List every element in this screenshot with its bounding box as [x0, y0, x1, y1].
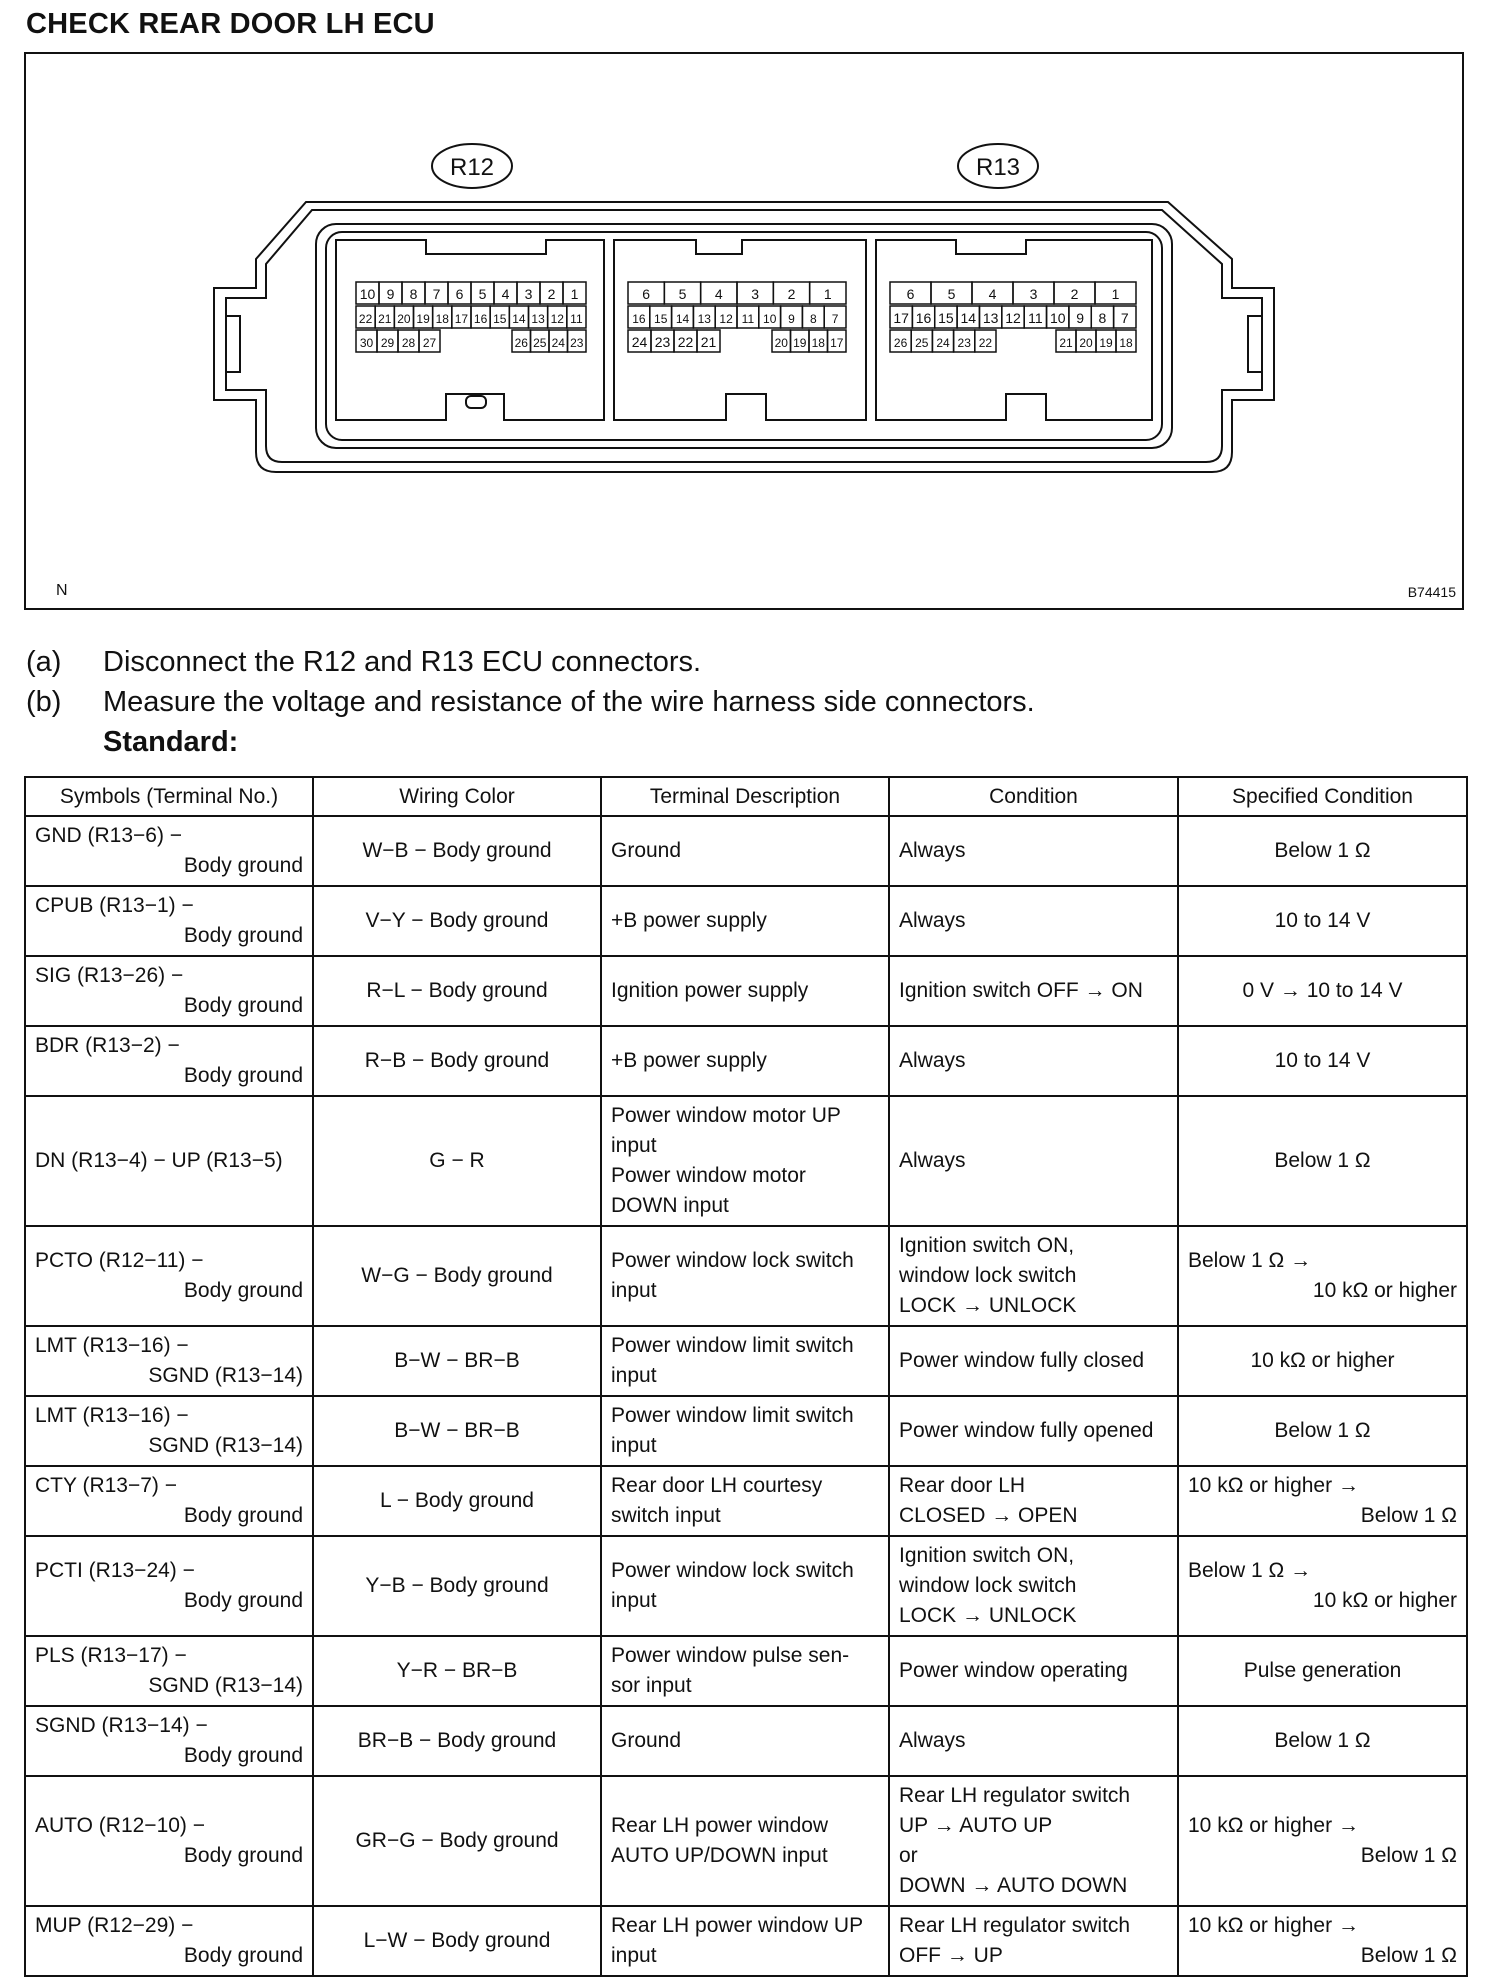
- condition-line: Power window fully closed: [899, 1349, 1145, 1372]
- terminal-pin-number: 1: [570, 286, 579, 302]
- terminal-pin-number: 26: [514, 336, 528, 350]
- cell-symbols: [25, 1026, 313, 1096]
- condition-line: LOCK → UNLOCK: [899, 1604, 1077, 1627]
- symbol-terminal: MUP (R12−29) −: [35, 1914, 194, 1937]
- terminal-pin-number: 1: [1111, 286, 1120, 302]
- terminal-pin-number: 17: [893, 310, 909, 326]
- terminal-pin-number: 19: [793, 336, 807, 350]
- condition-line: window lock switch: [899, 1574, 1077, 1597]
- terminal-pin-number: 24: [551, 336, 565, 350]
- header-specified-condition: Specified Condition: [1178, 777, 1467, 816]
- cell-wiring-color: W−B − Body ground: [313, 816, 601, 886]
- symbol-ground: SGND (R13−14): [148, 1364, 303, 1387]
- terminal-pin-number: 16: [473, 312, 488, 326]
- terminal-pin-number: 3: [524, 286, 533, 302]
- condition-line: Ignition switch OFF → ON: [899, 979, 1143, 1002]
- terminal-pin-number: 21: [700, 334, 717, 350]
- table-row: [25, 956, 1467, 1026]
- r13-label: R13: [975, 154, 1021, 181]
- cell-condition: [889, 1636, 1178, 1706]
- spec-from: Below 1 Ω →: [1188, 1249, 1312, 1272]
- terminal-pin-number: 25: [915, 336, 929, 350]
- terminal-pin-number: 2: [1070, 286, 1079, 302]
- cell-symbols: [25, 816, 313, 886]
- spec-table: [24, 776, 1468, 1977]
- terminal-pin-number: 11: [741, 312, 755, 326]
- description-line: DOWN input: [611, 1194, 729, 1217]
- cell-symbols: [25, 1636, 313, 1706]
- condition-line: Always: [899, 1729, 966, 1752]
- step-label: (b): [26, 686, 62, 718]
- cell-terminal-description: [601, 1906, 889, 1976]
- condition-line: DOWN → AUTO DOWN: [899, 1874, 1128, 1897]
- terminal-pin-number: 14: [512, 312, 526, 326]
- cell-condition: [889, 956, 1178, 1026]
- description-line: Power window motor UP: [611, 1104, 841, 1127]
- cell-terminal-description: [601, 1466, 889, 1536]
- cell-specified-condition: [1178, 1466, 1467, 1536]
- cell-wiring-color: BR−B − Body ground: [313, 1706, 601, 1776]
- terminal-pin-number: 12: [550, 312, 564, 326]
- cell-specified-condition: [1178, 1906, 1467, 1976]
- condition-line: or: [899, 1844, 918, 1867]
- terminal-pin-number: 18: [435, 312, 449, 326]
- cell-condition: [889, 1466, 1178, 1536]
- terminal-pin-number: 9: [788, 312, 795, 326]
- header-symbols: Symbols (Terminal No.): [25, 777, 313, 816]
- symbol-ground: Body ground: [183, 1944, 303, 1967]
- condition-line: CLOSED → OPEN: [899, 1504, 1078, 1527]
- table-row: [25, 1326, 1467, 1396]
- terminal-pin-number: 21: [378, 312, 392, 326]
- terminal-pin-number: 28: [401, 336, 416, 350]
- cell-symbols: [25, 1326, 313, 1396]
- condition-line: Ignition switch ON,: [899, 1544, 1075, 1567]
- cell-symbols: [25, 1536, 313, 1636]
- terminal-pin-number: 24: [936, 336, 950, 350]
- condition-line: Always: [899, 1149, 966, 1172]
- condition-line: Power window operating: [899, 1659, 1128, 1682]
- cell-wiring-color: R−L − Body ground: [313, 956, 601, 1026]
- terminal-pin-number: 11: [1028, 310, 1043, 326]
- description-line: input: [611, 1944, 657, 1967]
- cell-symbols: [25, 1466, 313, 1536]
- table-row: [25, 1466, 1467, 1536]
- terminal-pin-number: 9: [386, 286, 395, 302]
- cell-symbols: [25, 1906, 313, 1976]
- cell-wiring-color: GR−G − Body ground: [313, 1776, 601, 1906]
- condition-line: window lock switch: [899, 1264, 1077, 1287]
- terminal-pin-number: 6: [455, 286, 464, 302]
- symbol-ground: Body ground: [183, 924, 303, 947]
- condition-line: Rear door LH: [899, 1474, 1026, 1497]
- cell-terminal-description: [601, 1536, 889, 1636]
- cell-wiring-color: Y−B − Body ground: [313, 1536, 601, 1636]
- cell-specified-condition: [1178, 1226, 1467, 1326]
- cell-terminal-description: [601, 956, 889, 1026]
- symbol-terminal: DN (R13−4) − UP (R13−5): [35, 1149, 283, 1172]
- terminal-pin-number: 4: [988, 286, 997, 302]
- description-line: Ground: [611, 839, 682, 862]
- terminal-pin-number: 23: [957, 336, 971, 350]
- terminal-pin-number: 23: [654, 334, 671, 350]
- spec-to: 10 kΩ or higher: [1312, 1279, 1457, 1302]
- description-line: sor input: [611, 1674, 692, 1697]
- cell-specified-condition: [1178, 1776, 1467, 1906]
- cell-terminal-description: [601, 1326, 889, 1396]
- table-row: [25, 886, 1467, 956]
- figure-corner-left: N: [56, 582, 68, 599]
- cell-wiring-color: W−G − Body ground: [313, 1226, 601, 1326]
- cell-symbols: [25, 1096, 313, 1226]
- terminal-pin-number: 3: [751, 286, 760, 302]
- table-row: [25, 1396, 1467, 1466]
- terminal-pin-number: 13: [697, 312, 711, 326]
- terminal-pin-number: 10: [1049, 310, 1066, 326]
- cell-terminal-description: [601, 816, 889, 886]
- cell-condition: [889, 1776, 1178, 1906]
- cell-wiring-color: Y−R − BR−B: [313, 1636, 601, 1706]
- description-line: Rear door LH courtesy: [611, 1474, 823, 1497]
- cell-terminal-description: [601, 1396, 889, 1466]
- cell-terminal-description: [601, 1636, 889, 1706]
- description-line: Rear LH power window: [611, 1814, 829, 1837]
- step-label: (a): [26, 646, 62, 678]
- connector-figure: [24, 52, 1464, 610]
- terminal-pin-number: 13: [531, 312, 545, 326]
- description-line: Ground: [611, 1729, 682, 1752]
- terminal-pin-number: 22: [358, 312, 373, 326]
- symbol-terminal: LMT (R13−16) −: [35, 1404, 189, 1427]
- cell-wiring-color: R−B − Body ground: [313, 1026, 601, 1096]
- cell-terminal-description: [601, 1226, 889, 1326]
- cell-specified-condition: Below 1 Ω: [1178, 1396, 1467, 1466]
- cell-specified-condition: Below 1 Ω: [1178, 1096, 1467, 1226]
- spec-from: 10 kΩ or higher →: [1188, 1474, 1359, 1497]
- terminal-pin-number: 2: [547, 286, 556, 302]
- cell-condition: [889, 1096, 1178, 1226]
- table-row: [25, 1226, 1467, 1326]
- terminal-pin-number: 29: [380, 336, 395, 350]
- condition-line: Power window fully opened: [899, 1419, 1154, 1442]
- terminal-pin-number: 26: [893, 336, 908, 350]
- header-wiring-color: Wiring Color: [313, 777, 601, 816]
- cell-specified-condition: 10 to 14 V: [1178, 886, 1467, 956]
- cell-wiring-color: L−W − Body ground: [313, 1906, 601, 1976]
- description-line: Power window motor: [611, 1164, 806, 1187]
- description-line: AUTO UP/DOWN input: [611, 1844, 828, 1867]
- step-text: Measure the voltage and resistance of the wire harness side connectors.: [103, 686, 1035, 718]
- spec-from: Below 1 Ω →: [1188, 1559, 1312, 1582]
- description-line: input: [611, 1279, 657, 1302]
- terminal-pin-number: 22: [677, 334, 694, 350]
- description-line: switch input: [611, 1504, 721, 1527]
- spec-to: Below 1 Ω: [1360, 1504, 1457, 1527]
- cell-condition: [889, 1026, 1178, 1096]
- description-line: Power window lock switch: [611, 1559, 854, 1582]
- spec-from: 10 kΩ or higher →: [1188, 1914, 1359, 1937]
- terminal-pin-number: 7: [1120, 310, 1129, 326]
- terminal-pin-number: 18: [811, 336, 825, 350]
- cell-condition: [889, 1396, 1178, 1466]
- standard-label: Standard:: [103, 726, 239, 758]
- description-line: +B power supply: [611, 1049, 767, 1072]
- spec-to: 10 kΩ or higher: [1312, 1589, 1457, 1612]
- terminal-pin-number: 16: [915, 310, 932, 326]
- table-row: [25, 1636, 1467, 1706]
- terminal-pin-number: 8: [1098, 310, 1107, 326]
- figure-code: B74415: [1407, 584, 1456, 600]
- symbol-ground: Body ground: [183, 1589, 303, 1612]
- symbol-ground: Body ground: [183, 1844, 303, 1867]
- symbol-terminal: PCTI (R13−24) −: [35, 1559, 195, 1582]
- terminal-pin-number: 16: [632, 312, 646, 326]
- cell-wiring-color: B−W − BR−B: [313, 1326, 601, 1396]
- terminal-pin-number: 20: [774, 336, 788, 350]
- cell-specified-condition: 10 to 14 V: [1178, 1026, 1467, 1096]
- description-line: input: [611, 1434, 657, 1457]
- terminal-pin-number: 19: [1099, 336, 1113, 350]
- symbol-ground: Body ground: [183, 1744, 303, 1767]
- symbol-terminal: LMT (R13−16) −: [35, 1334, 189, 1357]
- terminal-pin-number: 8: [409, 286, 418, 302]
- r12-label: R12: [449, 154, 495, 181]
- cell-terminal-description: [601, 1706, 889, 1776]
- description-line: input: [611, 1589, 657, 1612]
- terminal-pin-number: 5: [678, 286, 687, 302]
- terminal-pin-number: 30: [359, 336, 374, 350]
- cell-condition: [889, 1906, 1178, 1976]
- cell-symbols: [25, 956, 313, 1026]
- table-row: [25, 1906, 1467, 1976]
- symbol-terminal: PLS (R13−17) −: [35, 1644, 187, 1667]
- symbol-ground: Body ground: [183, 1504, 303, 1527]
- terminal-pin-number: 24: [631, 334, 648, 350]
- symbol-terminal: BDR (R13−2) −: [35, 1034, 180, 1057]
- symbol-ground: SGND (R13−14): [148, 1674, 303, 1697]
- cell-condition: [889, 1706, 1178, 1776]
- condition-line: Rear LH regulator switch: [899, 1914, 1131, 1937]
- description-line: Ignition power supply: [611, 979, 809, 1002]
- condition-line: Always: [899, 909, 966, 932]
- symbol-terminal: SIG (R13−26) −: [35, 964, 184, 987]
- description-line: Power window limit switch: [611, 1404, 854, 1427]
- table-row: [25, 1026, 1467, 1096]
- spec-to: Below 1 Ω: [1360, 1944, 1457, 1967]
- terminal-pin-number: 6: [906, 286, 915, 302]
- terminal-pin-number: 22: [978, 336, 993, 350]
- cell-symbols: [25, 1706, 313, 1776]
- spec-from: 10 kΩ or higher →: [1188, 1814, 1359, 1837]
- symbol-terminal: CPUB (R13−1) −: [35, 894, 194, 917]
- cell-specified-condition: [1178, 1536, 1467, 1636]
- terminal-pin-number: 18: [1119, 336, 1133, 350]
- table-row: [25, 1706, 1467, 1776]
- terminal-pin-number: 11: [570, 312, 583, 326]
- cell-specified-condition: 10 kΩ or higher: [1178, 1326, 1467, 1396]
- terminal-pin-number: 7: [432, 286, 441, 302]
- terminal-pin-number: 10: [359, 286, 376, 302]
- terminal-pin-number: 21: [1059, 336, 1073, 350]
- terminal-pin-number: 12: [1005, 310, 1021, 326]
- cell-wiring-color: G − R: [313, 1096, 601, 1226]
- terminal-pin-number: 9: [1076, 310, 1084, 326]
- symbol-ground: Body ground: [183, 1064, 303, 1087]
- symbol-terminal: SGND (R13−14) −: [35, 1714, 208, 1737]
- spec-to: Below 1 Ω: [1360, 1844, 1457, 1867]
- cell-specified-condition: Below 1 Ω: [1178, 816, 1467, 886]
- description-line: Power window limit switch: [611, 1334, 854, 1357]
- symbol-terminal: GND (R13−6) −: [35, 824, 183, 847]
- description-line: input: [611, 1134, 657, 1157]
- condition-line: Always: [899, 1049, 966, 1072]
- terminal-pin-number: 25: [533, 336, 547, 350]
- terminal-pin-number: 2: [787, 286, 796, 302]
- terminal-pin-number: 10: [763, 312, 777, 326]
- terminal-pins: [356, 282, 1136, 352]
- condition-line: Rear LH regulator switch: [899, 1784, 1131, 1807]
- terminal-pin-number: 14: [960, 310, 977, 326]
- page-title: CHECK REAR DOOR LH ECU: [26, 8, 435, 40]
- terminal-pin-number: 27: [422, 336, 437, 350]
- terminal-pin-number: 8: [809, 312, 817, 326]
- terminal-pin-number: 6: [642, 286, 651, 302]
- symbol-terminal: PCTO (R12−11) −: [35, 1249, 204, 1272]
- ecu-connector-diagram: [26, 54, 1462, 608]
- cell-wiring-color: B−W − BR−B: [313, 1396, 601, 1466]
- condition-line: Ignition switch ON,: [899, 1234, 1075, 1257]
- symbol-terminal: CTY (R13−7) −: [35, 1474, 178, 1497]
- terminal-pin-number: 5: [947, 286, 956, 302]
- condition-line: Always: [899, 839, 966, 862]
- description-line: Rear LH power window UP: [611, 1914, 864, 1937]
- terminal-pin-number: 20: [1079, 336, 1093, 350]
- terminal-pin-number: 17: [830, 336, 844, 350]
- table-row: [25, 1776, 1467, 1906]
- symbol-terminal: AUTO (R12−10) −: [35, 1814, 206, 1837]
- terminal-pin-number: 13: [982, 310, 999, 326]
- cell-condition: [889, 1326, 1178, 1396]
- symbol-ground: SGND (R13−14): [148, 1434, 303, 1457]
- table-row: [25, 1096, 1467, 1226]
- terminal-pin-number: 17: [454, 312, 469, 326]
- terminal-pin-number: 3: [1029, 286, 1038, 302]
- cell-specified-condition: Pulse generation: [1178, 1636, 1467, 1706]
- terminal-pin-number: 12: [719, 312, 733, 326]
- table-row: [25, 1536, 1467, 1636]
- cell-symbols: [25, 886, 313, 956]
- cell-condition: [889, 886, 1178, 956]
- cell-symbols: [25, 1396, 313, 1466]
- cell-terminal-description: [601, 1776, 889, 1906]
- table-body: [25, 816, 1467, 1976]
- cell-terminal-description: [601, 886, 889, 956]
- description-line: Power window pulse sen-: [611, 1644, 850, 1667]
- symbol-ground: Body ground: [183, 994, 303, 1017]
- symbol-ground: Body ground: [183, 1279, 303, 1302]
- cell-symbols: [25, 1776, 313, 1906]
- cell-specified-condition: Below 1 Ω: [1178, 1706, 1467, 1776]
- terminal-pin-number: 4: [714, 286, 723, 302]
- terminal-pin-number: 15: [493, 312, 507, 326]
- description-line: input: [611, 1364, 657, 1387]
- terminal-pin-number: 4: [501, 286, 510, 302]
- condition-line: UP → AUTO UP: [899, 1814, 1053, 1837]
- cell-condition: [889, 1536, 1178, 1636]
- terminal-pin-number: 15: [938, 310, 954, 326]
- cell-condition: [889, 1226, 1178, 1326]
- description-line: +B power supply: [611, 909, 767, 932]
- symbol-ground: Body ground: [183, 854, 303, 877]
- terminal-pin-number: 14: [675, 312, 690, 326]
- header-condition: Condition: [889, 777, 1178, 816]
- terminal-pin-number: 15: [654, 312, 668, 326]
- cell-symbols: [25, 1226, 313, 1326]
- cell-wiring-color: L − Body ground: [313, 1466, 601, 1536]
- terminal-pin-number: 23: [570, 336, 584, 350]
- terminal-pin-number: 19: [416, 312, 430, 326]
- table-header-row: [25, 777, 1467, 816]
- cell-condition: [889, 816, 1178, 886]
- terminal-pin-number: 7: [831, 312, 839, 326]
- terminal-pin-number: 1: [823, 286, 832, 302]
- step-text: Disconnect the R12 and R13 ECU connectors.: [103, 646, 702, 678]
- cell-terminal-description: [601, 1026, 889, 1096]
- cell-specified-condition: 0 V → 10 to 14 V: [1178, 956, 1467, 1026]
- description-line: Power window lock switch: [611, 1249, 854, 1272]
- condition-line: LOCK → UNLOCK: [899, 1294, 1077, 1317]
- cell-wiring-color: V−Y − Body ground: [313, 886, 601, 956]
- terminal-pin-number: 5: [478, 286, 487, 302]
- cell-terminal-description: [601, 1096, 889, 1226]
- table-row: [25, 816, 1467, 886]
- condition-line: OFF → UP: [899, 1944, 1003, 1967]
- terminal-pin-number: 20: [397, 312, 411, 326]
- header-terminal-description: Terminal Description: [601, 777, 889, 816]
